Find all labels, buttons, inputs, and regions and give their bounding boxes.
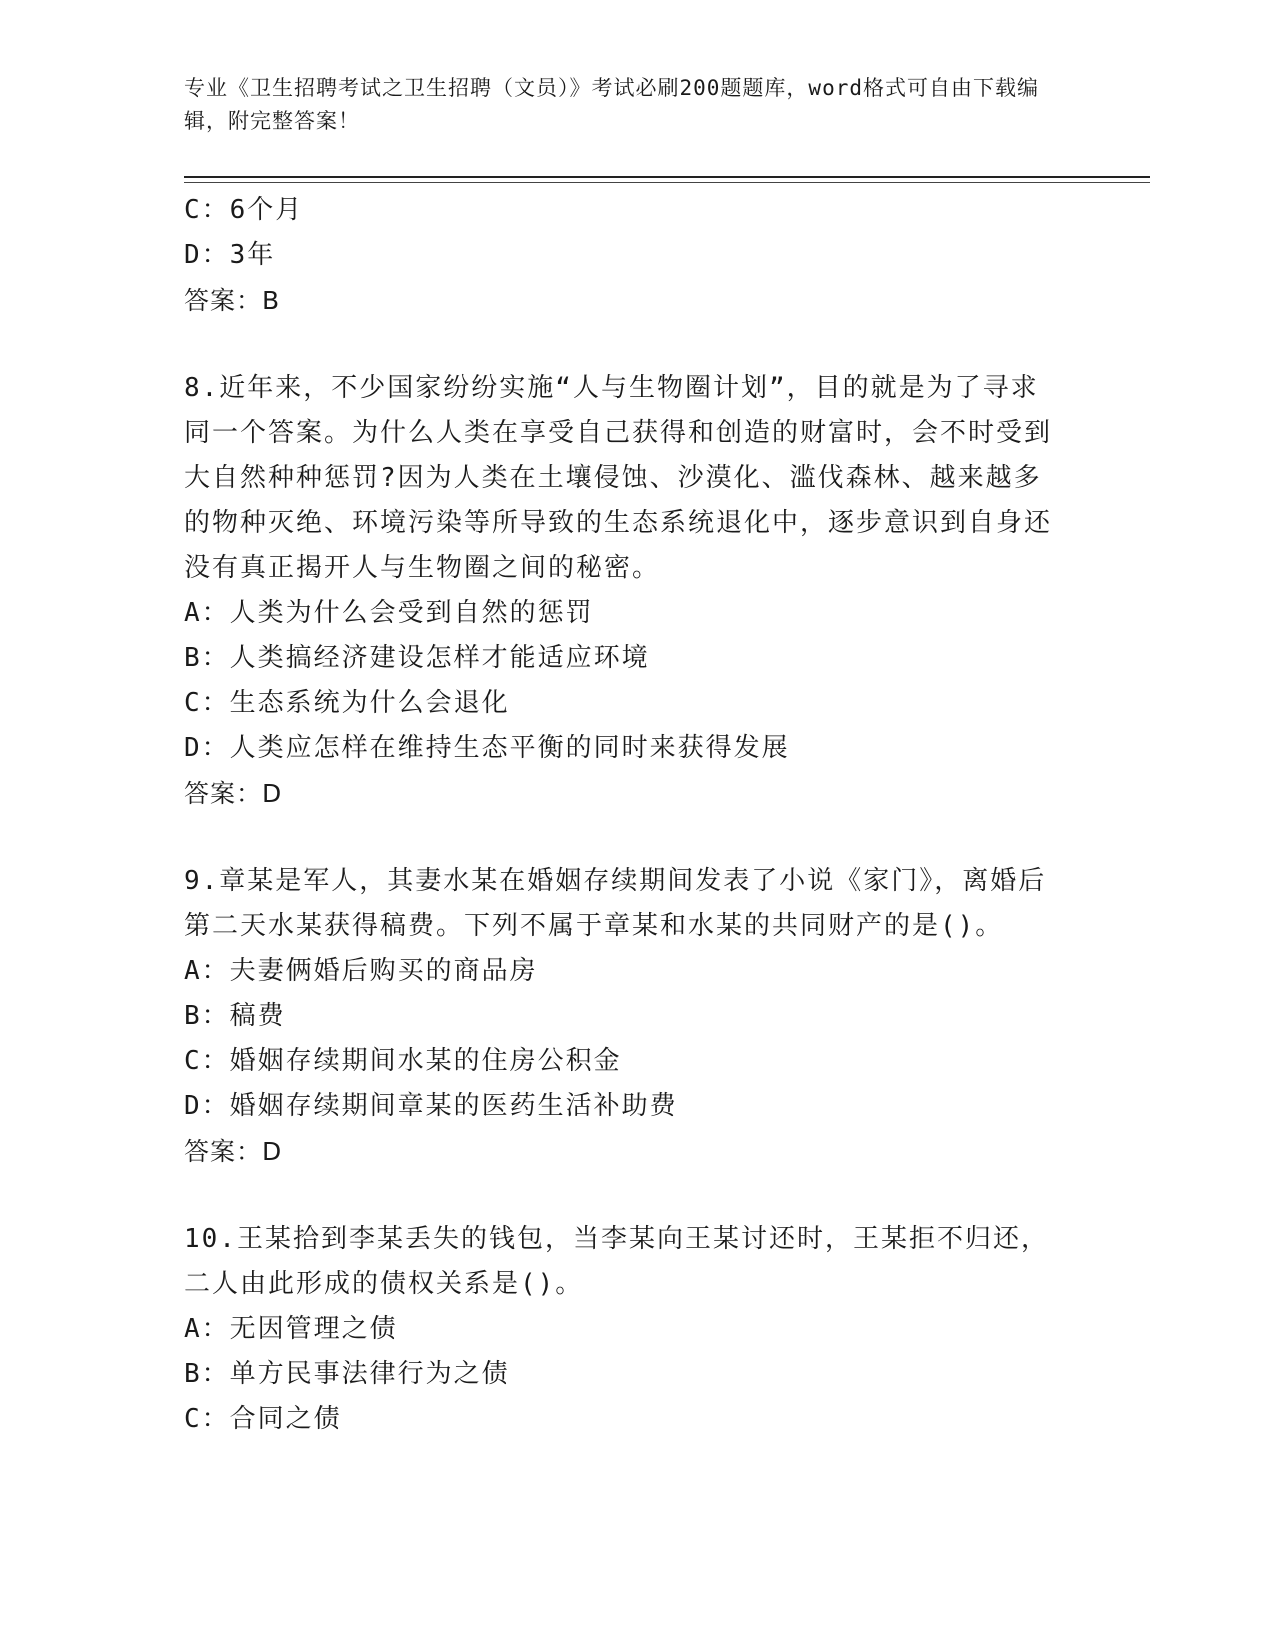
header-divider-thick bbox=[184, 176, 1150, 178]
spacer bbox=[184, 323, 1064, 366]
question-9 bbox=[184, 859, 1064, 1174]
q8-stem: 8.近年来，不少国家纷纷实施“人与生物圈计划”，目的就是为了寻求同一个答案。为什么人类在享受自己获得和创造的财富时，会不时受到大自然种种惩罚?因为人类在土壤侵蚀、沙漠化、滥伐森林、越来越多的物种灭绝、环境污染等所导致的生态系统退化中，逐步意识到自身还没有真正揭开人与生物圈之间的秘密。 bbox=[184, 373, 1053, 583]
q7-option-c: C：6个月 bbox=[184, 195, 304, 225]
q9-answer: 答案：D bbox=[184, 1137, 283, 1166]
q10-option-c: C：合同之债 bbox=[184, 1404, 342, 1434]
q9-option-a: A：夫妻俩婚后购买的商品房 bbox=[184, 956, 538, 986]
q9-option-b: B：稿费 bbox=[184, 1001, 286, 1031]
q7-option-d: D：3年 bbox=[184, 240, 276, 270]
q8-option-a: A：人类为什么会受到自然的惩罚 bbox=[184, 598, 594, 628]
document-header: 专业《卫生招聘考试之卫生招聘（文员）》考试必刷200题题库，word格式可自由下载编辑，附完整答案！ bbox=[184, 76, 1039, 133]
q10-option-b: B：单方民事法律行为之债 bbox=[184, 1359, 510, 1389]
question-7-tail bbox=[184, 188, 1064, 323]
q8-option-b: B：人类搞经济建设怎样才能适应环境 bbox=[184, 643, 650, 673]
q9-option-d: D：婚姻存续期间章某的医药生活补助费 bbox=[184, 1091, 678, 1121]
question-10 bbox=[184, 1217, 1064, 1442]
spacer bbox=[184, 816, 1064, 859]
q10-option-a: A：无因管理之债 bbox=[184, 1314, 398, 1344]
question-list bbox=[184, 188, 1064, 1442]
q8-option-c: C：生态系统为什么会退化 bbox=[184, 688, 510, 718]
q9-option-c: C：婚姻存续期间水某的住房公积金 bbox=[184, 1046, 622, 1076]
q10-stem: 10.王某拾到李某丢失的钱包，当李某向王某讨还时，王某拒不归还，二人由此形成的债权关系是()。 bbox=[184, 1224, 1049, 1299]
q8-option-d: D：人类应怎样在维持生态平衡的同时来获得发展 bbox=[184, 733, 790, 763]
question-8 bbox=[184, 366, 1064, 816]
header-divider-thin bbox=[184, 182, 1150, 183]
spacer bbox=[184, 1174, 1064, 1217]
q9-stem: 9.章某是军人，其妻水某在婚姻存续期间发表了小说《家门》，离婚后第二天水某获得稿费。下列不属于章某和水某的共同财产的是()。 bbox=[184, 866, 1047, 941]
q7-answer: 答案：B bbox=[184, 286, 281, 315]
q8-answer: 答案：D bbox=[184, 779, 283, 808]
